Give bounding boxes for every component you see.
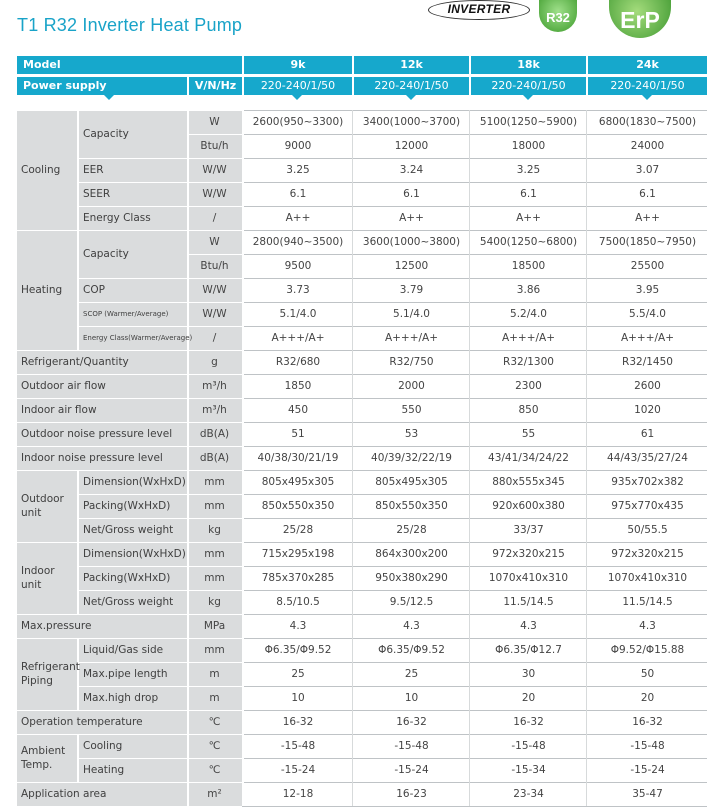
row-unit: MPa <box>203 620 226 632</box>
cell-value: 25 <box>291 668 305 680</box>
group-label-cooling: Cooling <box>21 164 61 176</box>
cell-value: 5.1/4.0 <box>279 308 317 320</box>
row-label: Indoor noise pressure level <box>21 452 163 464</box>
model-header-row <box>17 56 707 74</box>
cell-value: 51 <box>291 428 305 440</box>
cell-value: 1850 <box>284 380 312 392</box>
cell-value: 16-32 <box>513 716 544 728</box>
row-unit: m³/h <box>202 380 227 392</box>
group-label-indoor-unit: Indoor unit <box>21 565 55 591</box>
cell-value: R32/680 <box>275 356 321 368</box>
row-label: Net/Gross weight <box>83 524 174 536</box>
row-unit: mm <box>204 572 225 584</box>
cell-value: 23-34 <box>513 788 544 800</box>
label-line <box>17 806 242 807</box>
cell-value: 3.25 <box>516 164 541 176</box>
cell-value: Φ9.52/Φ15.88 <box>610 644 685 656</box>
cell-value: A++ <box>285 212 311 224</box>
cell-value: 44/43/35/27/24 <box>607 452 688 464</box>
cell-value: 6.1 <box>403 188 420 200</box>
row-label: Dimension(WxHxD) <box>83 548 186 560</box>
cell-value: 1070x410x310 <box>488 572 569 584</box>
cell-value: 25/28 <box>396 524 427 536</box>
row-unit: / <box>212 332 217 344</box>
cell-value: 12000 <box>394 140 429 152</box>
cell-value: 25 <box>404 668 419 680</box>
cell-value: 5.1/4.0 <box>393 308 430 320</box>
cell-value: -15-24 <box>394 764 429 776</box>
cell-value: 30 <box>521 668 536 680</box>
row-unit: ℃ <box>208 740 221 752</box>
cell-value: -15-48 <box>630 740 665 752</box>
row-label: EER <box>83 164 104 176</box>
cell-value: R32/1300 <box>503 356 554 368</box>
cell-value: 53 <box>404 428 419 440</box>
cell-value: 7500(1850~7950) <box>598 236 697 248</box>
table-row <box>17 758 707 782</box>
row-label: Cooling <box>83 740 123 752</box>
cell-value: R32/750 <box>389 356 434 368</box>
row-unit: W/W <box>202 308 227 320</box>
cell-value: 20 <box>521 692 536 704</box>
cell-value: 2600(950~3300) <box>252 116 344 128</box>
spec-table <box>17 110 707 806</box>
row-label: Refrigerant/Quantity <box>21 356 129 368</box>
cell-value: 6.1 <box>289 188 307 200</box>
row-label: Net/Gross weight <box>83 596 174 608</box>
cell-value: 40/38/30/21/19 <box>257 452 339 464</box>
group-label-heating: Heating <box>21 284 63 296</box>
group-label-outdoor-unit: Outdoor unit <box>21 493 64 519</box>
cell-value: 33/37 <box>513 524 544 536</box>
cell-value: 40/39/32/22/19 <box>371 452 452 464</box>
cell-value: 24000 <box>630 140 665 152</box>
table-row <box>17 230 707 260</box>
row-label: Liquid/Gas side <box>83 644 164 656</box>
table-row <box>17 638 707 662</box>
table-row <box>17 206 707 230</box>
cell-value: 4.3 <box>639 620 656 632</box>
cell-value: 50 <box>640 668 655 680</box>
cell-value: 950x380x290 <box>375 572 448 584</box>
cell-value: 1020 <box>634 404 661 416</box>
cell-value: 4.3 <box>520 620 537 632</box>
row-label: Packing(WxHxD) <box>83 500 171 512</box>
cell-value: 43/41/34/24/22 <box>488 452 569 464</box>
cell-value: 3.24 <box>399 164 424 176</box>
row-unit: Btu/h <box>200 140 229 152</box>
cell-value: 2000 <box>398 380 425 392</box>
row-label: SEER <box>83 188 111 200</box>
table-row <box>17 782 707 806</box>
table-row <box>17 614 707 638</box>
cell-value: 6.1 <box>639 188 656 200</box>
cell-value: 785x370x285 <box>261 572 335 584</box>
row-label: Packing(WxHxD) <box>83 572 171 584</box>
power-unit: V/N/Hz <box>194 79 237 92</box>
cell-value: 3.95 <box>635 284 660 296</box>
cell-value: 972x320x215 <box>492 548 565 560</box>
row-label: COP <box>83 284 105 296</box>
cell-value: A++ <box>516 212 541 224</box>
cell-value: 11.5/14.5 <box>503 596 554 608</box>
table-row <box>17 494 707 518</box>
cell-value: 850x550x350 <box>375 500 448 512</box>
table-row <box>17 542 707 566</box>
table-row <box>17 470 707 494</box>
row-unit: mm <box>204 476 225 488</box>
cell-value: 10 <box>404 692 419 704</box>
cell-value: 10 <box>291 692 305 704</box>
cell-value: A++ <box>399 212 424 224</box>
cell-value: 715x295x198 <box>261 548 335 560</box>
cell-value: 5400(1250~6800) <box>479 236 578 248</box>
cell-value: 972x320x215 <box>611 548 684 560</box>
cell-value: 16-32 <box>282 716 314 728</box>
row-unit: W/W <box>202 164 227 176</box>
cell-value: -15-24 <box>280 764 316 776</box>
cell-value: -15-48 <box>394 740 429 752</box>
cell-value: 550 <box>401 404 422 416</box>
table-row <box>17 566 707 590</box>
row-label: Energy Class(Warmer/Average) <box>83 334 193 342</box>
row-label: Max.high drop <box>83 692 159 704</box>
row-unit: m³/h <box>202 404 227 416</box>
table-row <box>17 662 707 686</box>
cell-value: 920x600x380 <box>492 500 565 512</box>
group-label-ambient-temp: Ambient Temp. <box>21 745 66 771</box>
model-label: Model <box>23 58 61 71</box>
row-unit: kg <box>208 524 221 536</box>
model-18k: 18k <box>517 58 540 71</box>
cell-value: 50/55.5 <box>627 524 668 536</box>
cell-value: -15-48 <box>511 740 546 752</box>
row-unit: m² <box>207 788 222 800</box>
row-unit: ℃ <box>208 764 221 776</box>
cell-value: 9000 <box>284 140 312 152</box>
table-row <box>17 254 707 278</box>
cell-value: A++ <box>635 212 660 224</box>
table-row <box>17 518 707 542</box>
row-unit: / <box>212 212 217 224</box>
row-label: Capacity <box>83 248 129 260</box>
row-label: Indoor air flow <box>21 404 97 416</box>
row-unit: dB(A) <box>199 428 230 440</box>
cell-value: 864x300x200 <box>375 548 448 560</box>
cell-value: 805x495x305 <box>261 476 335 488</box>
cell-value: A+++/A+ <box>620 332 675 344</box>
table-row <box>17 182 707 206</box>
cell-value: A+++/A+ <box>271 332 325 344</box>
cell-value: 3.73 <box>286 284 310 296</box>
row-unit: m <box>209 668 220 680</box>
cell-value: -15-48 <box>280 740 316 752</box>
cell-value: 12-18 <box>282 788 314 800</box>
table-row <box>17 590 707 614</box>
power-12k: 220-240/1/50 <box>374 79 449 92</box>
power-supply-label: Power supply <box>23 79 107 92</box>
table-row <box>17 374 707 398</box>
cell-value: 4.3 <box>403 620 420 632</box>
row-unit: mm <box>204 548 225 560</box>
row-label: Max.pressure <box>21 620 92 632</box>
table-row <box>17 446 707 470</box>
cell-value: 12500 <box>394 260 429 272</box>
cell-value: 6.1 <box>520 188 537 200</box>
r32-badge: R32 <box>539 0 577 32</box>
cell-value: 8.5/10.5 <box>276 596 320 608</box>
row-line <box>242 806 707 807</box>
row-unit: ℃ <box>208 716 221 728</box>
table-row <box>17 686 707 710</box>
row-unit: mm <box>204 644 225 656</box>
cell-value: 3.79 <box>399 284 424 296</box>
cell-value: 9500 <box>284 260 312 272</box>
erp-badge: ErP <box>609 0 671 38</box>
cell-value: 1070x410x310 <box>607 572 688 584</box>
cell-value: 450 <box>287 404 309 416</box>
cell-value: 20 <box>640 692 655 704</box>
cell-value: 4.3 <box>289 620 307 632</box>
cell-value: 55 <box>521 428 536 440</box>
table-row <box>17 278 707 302</box>
power-supply-row <box>17 77 707 95</box>
cell-value: 880x555x345 <box>492 476 565 488</box>
cell-value: 2800(940~3500) <box>252 236 344 248</box>
table-row <box>17 422 707 446</box>
table-row <box>17 134 707 158</box>
cell-value: A+++/A+ <box>501 332 556 344</box>
row-unit: kg <box>208 596 221 608</box>
row-unit: m <box>209 692 220 704</box>
row-label: Dimension(WxHxD) <box>83 476 186 488</box>
cell-value: 2600 <box>634 380 661 392</box>
row-label: SCOP (Warmer/Average) <box>83 310 169 318</box>
row-unit: W/W <box>202 284 227 296</box>
cell-value: 3.86 <box>516 284 541 296</box>
table-row <box>17 302 707 326</box>
cell-value: 35-47 <box>632 788 663 800</box>
row-unit: mm <box>204 500 225 512</box>
cell-value: 16-32 <box>396 716 427 728</box>
table-row <box>17 158 707 182</box>
row-label: Capacity <box>83 128 129 140</box>
table-row <box>17 350 707 374</box>
cell-value: 3.25 <box>286 164 310 176</box>
model-9k: 9k <box>290 58 306 71</box>
cell-value: 18500 <box>511 260 546 272</box>
cell-value: 6800(1830~7500) <box>598 116 697 128</box>
row-label: Outdoor air flow <box>21 380 106 392</box>
inverter-logo: INVERTER <box>428 0 530 20</box>
cell-value: R32/1450 <box>622 356 673 368</box>
table-row <box>17 398 707 422</box>
cell-value: 850x550x350 <box>261 500 335 512</box>
power-18k: 220-240/1/50 <box>491 79 566 92</box>
row-unit: W <box>209 116 220 128</box>
table-row <box>17 326 707 350</box>
cell-value: Φ6.35/Φ9.52 <box>264 644 332 656</box>
cell-value: 9.5/12.5 <box>389 596 434 608</box>
cell-value: A+++/A+ <box>384 332 439 344</box>
power-24k: 220-240/1/50 <box>610 79 685 92</box>
cell-value: 5.2/4.0 <box>510 308 547 320</box>
power-9k: 220-240/1/50 <box>260 79 336 92</box>
cell-value: 3.07 <box>635 164 660 176</box>
cell-value: 11.5/14.5 <box>622 596 673 608</box>
cell-value: 16-23 <box>396 788 427 800</box>
page-title: T1 R32 Inverter Heat Pump <box>17 15 243 35</box>
cell-value: 850 <box>518 404 539 416</box>
group-label-refrigerant-piping: Refrigerant Piping <box>21 661 80 687</box>
cell-value: 975x770x435 <box>611 500 684 512</box>
cell-value: 2300 <box>515 380 542 392</box>
cell-value: 25500 <box>630 260 665 272</box>
row-label: Application area <box>21 788 107 800</box>
row-unit: W/W <box>202 188 227 200</box>
row-label: Outdoor noise pressure level <box>21 428 173 440</box>
cell-value: 805x495x305 <box>375 476 448 488</box>
cell-value: Φ6.35/Φ12.7 <box>495 644 562 656</box>
row-label: Energy Class <box>83 212 151 224</box>
model-12k: 12k <box>400 58 423 71</box>
cell-value: 61 <box>640 428 655 440</box>
cell-value: -15-24 <box>630 764 665 776</box>
cell-value: -15-34 <box>511 764 546 776</box>
cell-value: 25/28 <box>282 524 314 536</box>
cell-value: Φ6.35/Φ9.52 <box>378 644 445 656</box>
row-unit: dB(A) <box>199 452 230 464</box>
model-24k: 24k <box>636 58 659 71</box>
cell-value: 5.5/4.0 <box>629 308 666 320</box>
row-label: Operation temperature <box>21 716 143 728</box>
table-row <box>17 734 707 758</box>
cell-value: 935x702x382 <box>611 476 684 488</box>
row-unit: Btu/h <box>200 260 229 272</box>
cell-value: 18000 <box>511 140 546 152</box>
cell-value: 16-32 <box>632 716 663 728</box>
cell-value: 5100(1250~5900) <box>479 116 578 128</box>
row-unit: W <box>209 236 220 248</box>
row-unit: g <box>211 356 218 368</box>
table-row <box>17 110 707 140</box>
row-label: Max.pipe length <box>83 668 168 680</box>
row-label: Heating <box>83 764 125 776</box>
cell-value: 3400(1000~3700) <box>362 116 461 128</box>
cell-value: 3600(1000~3800) <box>362 236 461 248</box>
table-row <box>17 710 707 734</box>
